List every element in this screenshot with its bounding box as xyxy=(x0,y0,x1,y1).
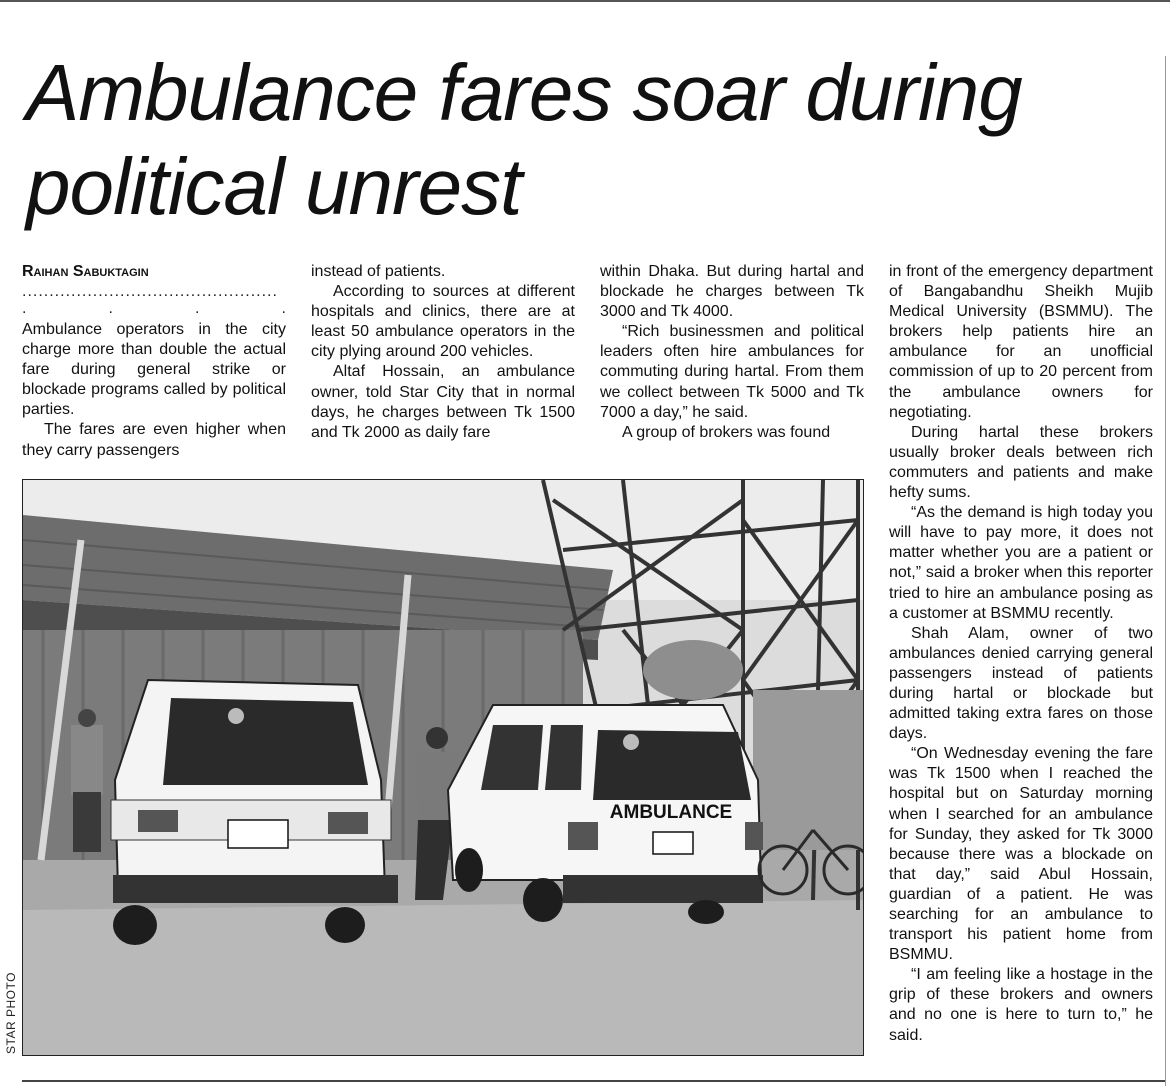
headline: Ambulance fares soar during political unrest xyxy=(26,48,1022,231)
paragraph-11: “I am feeling like a hostage in the grip of these brokers and owners and no one is here to turn to,” he said. xyxy=(889,966,1153,1044)
paragraph-5: “Rich businessmen and political leaders often hire ambulances for commuting during hartal. From them we collect between Tk 5000 and Tk 7000 a day,” he said. xyxy=(600,323,864,421)
bottom-rule xyxy=(22,1080,1165,1082)
article-column-3 xyxy=(600,262,864,443)
paragraph-6-start: A group of brokers was found xyxy=(622,423,831,441)
right-column-rule xyxy=(1165,56,1166,1086)
paragraph-2-start: The fares are even higher when they carry passengers xyxy=(22,421,286,459)
paragraph-4-end: within Dhaka. But during hartal and blockade he charges between Tk 3000 and Tk 4000. xyxy=(600,263,864,321)
paragraph-1: Ambulance operators in the city charge more than double the actual fare during general strike or blockade programs called by political parties. xyxy=(22,321,286,419)
article-column-2 xyxy=(311,262,575,443)
photo-credit: STAR PHOTO xyxy=(4,972,18,1054)
news-photo xyxy=(22,479,864,1056)
top-rule xyxy=(0,0,1170,2)
byline-separator: ............................................... xyxy=(22,283,278,300)
byline: Raihan Sabuktagin xyxy=(22,263,149,280)
article-column-4 xyxy=(889,262,1153,1046)
paragraph-8: “As the demand is high today you will have to pay more, it does not matter whether you are a patient or not,” said a broker when this reporter tried to hire an ambulance posing as a customer at BSMMU recently. xyxy=(889,504,1153,622)
paragraph-9: Shah Alam, owner of two ambulances denied carrying general passengers instead of patients during hartal or blockade but admitted taking extra fares on those days. xyxy=(889,624,1153,743)
article-column-1 xyxy=(22,262,286,461)
paragraph-7: During hartal these brokers usually broker deals between rich commuters and patients and make hefty sums. xyxy=(889,423,1153,502)
paragraph-2-end: instead of patients. xyxy=(311,263,446,280)
paragraph-3: According to sources at different hospitals and clinics, there are at least 50 ambulance operators in the city plying around 200 vehicles. xyxy=(311,283,575,361)
separator-dots: . . . . xyxy=(22,300,286,317)
paragraph-4-start: Altaf Hossain, an ambulance owner, told Star City that in normal days, he charges between Tk 1500 and Tk 2000 as daily fare xyxy=(311,363,575,441)
paragraph-6-end: in front of the emergency department of Bangabandhu Sheikh Mujib Medical University (BSMMU). The brokers help patients hire an ambulance for an unofficial commission of up to 20 percent from the ambulance owners for negotiating. xyxy=(889,263,1153,421)
ambulance-label: AMBULANCE xyxy=(609,802,733,823)
paragraph-10: “On Wednesday evening the fare was Tk 1500 when I reached the hospital but on Saturday morning when I searched for an ambulance for Sunday, they asked for Tk 3000 because there was a blockade on that day,” said Abul Hossain, guardian of a patient. He was searching for an ambulance to transport his patient home from BSMMU. xyxy=(889,745,1153,964)
